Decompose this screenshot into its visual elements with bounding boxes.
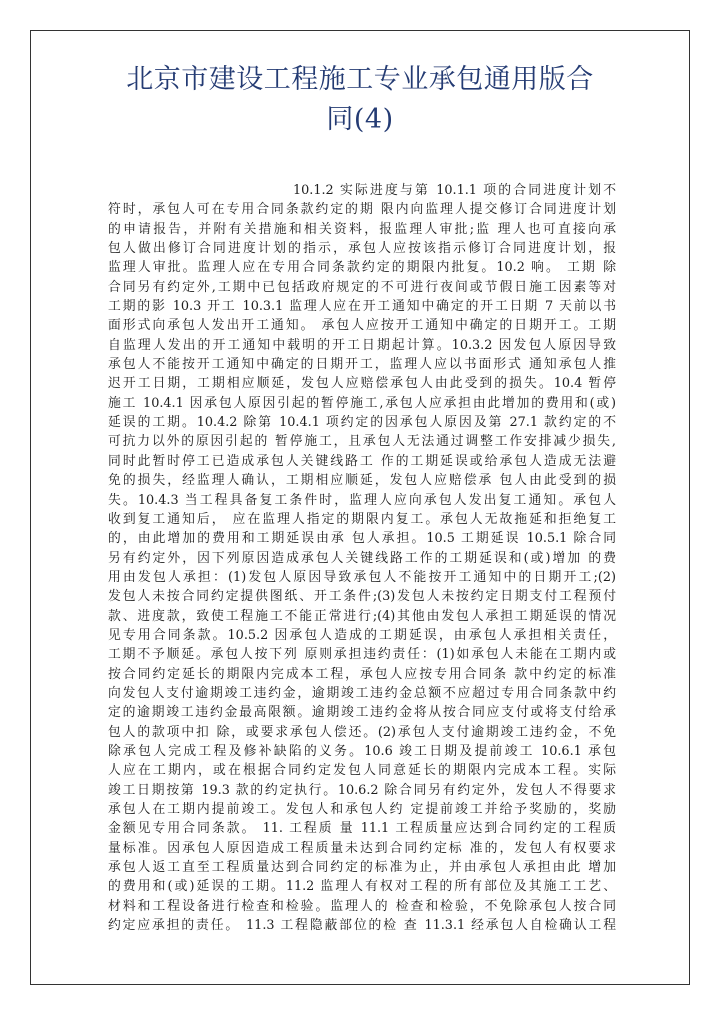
body-line: 材料和工程设备进行检查和检验。监理人的 检查和检验，不免除承包人按合同: [108, 898, 616, 914]
body-line: 发包人未按合同约定提供图纸、开工条件;(3)发包人未按约定日期支付工程预付: [108, 589, 616, 605]
body-line: 迟开工日期，工期相应顺延，发包人应赔偿承包人由此受到的损失。10.4 暂停: [108, 376, 616, 392]
document-title: [100, 60, 620, 140]
body-line: 收到复工通知后， 应在监理人指定的期限内复工。承包人无故拖延和拒绝复工: [108, 511, 616, 527]
body-line: 的费用和(或)延误的工期。11.2 监理人有权对工程的所有部位及其施工工艺、: [108, 879, 616, 895]
document-body: [108, 181, 616, 935]
body-line: 施工 10.4.1 因承包人原因引起的暂停施工,承包人应承担由此增加的费用和(或): [108, 395, 616, 411]
body-line: 工期不予顺延。承包人按下列 原则承担违约责任：(1)如承包人未能在工期内或: [108, 647, 616, 663]
body-line: 10.1.2 实际进度与第 10.1.1 项的合同进度计划不: [293, 183, 616, 198]
body-line: 定的逾期竣工违约金最高限额。逾期竣工违约金将从按合同应支付或将支付给承: [108, 705, 616, 721]
body-line: 自监理人发出的开工通知中载明的开工日期起计算。10.3.2 因发包人原因导致: [108, 337, 616, 353]
body-line: 按合同约定延长的期限内完成本工程，承包人应按专用合同条 款中约定的标准: [108, 666, 616, 682]
body-line: 符时，承包人可在专用合同条款约定的期 限内向监理人提交修订合同进度计划: [108, 202, 616, 218]
body-line: 用由发包人承担：(1)发包人原因导致承包人不能按开工通知中的日期开工;(2): [108, 569, 616, 585]
body-line: 包人做出修订合同进度计划的指示，承包人应按该指示修订合同进度计划，报: [108, 241, 616, 257]
body-line: 的，由此增加的费用和工期延误由承 包人承担。10.5 工期延误 10.5.1 除合同: [108, 531, 616, 547]
body-line: 同时此暂时停工已造成承包人关键线路工 作的工期延误或给承包人造成无法避: [108, 453, 616, 469]
body-line: 包人的款项中扣 除，或要求承包人偿还。(2)承包人支付逾期竣工违约金，不免: [108, 724, 616, 740]
body-line: 量标准。因承包人原因造成工程质量未达到合同约定标 准的，发包人有权要求: [108, 840, 616, 856]
title-line: 同(4): [326, 104, 394, 135]
body-line: 监理人审批。监理人应在专用合同条款约定的期限内批复。10.2 响。 工期 除: [108, 260, 616, 276]
body-line: 承包人在工期内提前竣工。发包人和承包人约 定提前竣工并给予奖励的，奖励: [108, 802, 616, 817]
title-line: 北京市建设工程施工专业承包通用版合: [126, 64, 594, 95]
body-line: 承包人返工直至工程质量达到合同约定的标准为止，并由承包人承担由此 增加: [108, 860, 616, 876]
body-line: 可抗力以外的原因引起的 暂停施工，且承包人无法通过调整工作安排减少损失,: [108, 434, 616, 450]
body-line: 工期的影 10.3 开工 10.3.1 监理人应在开工通知中确定的开工日期 7 天前以书: [108, 299, 616, 315]
body-line: 面形式向承包人发出开工通知。 承包人应按开工通知中确定的日期开工。工期: [108, 318, 616, 334]
body-line: 延误的工期。10.4.2 除第 10.4.1 项约定的因承包人原因及第 27.1 款约定的不: [108, 415, 616, 431]
body-line: 免的损失，经监理人确认，工期相应顺延，发包人应赔偿承 包人由此受到的损: [108, 473, 616, 489]
body-line: 另有约定外，因下列原因造成承包人关键线路工作的工期延误和(或)增加 的费: [108, 550, 616, 566]
body-line: 的申请报告，并附有关措施和相关资料，报监理人审批;监 理人也可直接向承: [108, 221, 616, 237]
body-line: 约定应承担的责任。 11.3 工程隐蔽部位的检 查 11.3.1 经承包人自检确认工程: [108, 918, 616, 934]
body-line: 款、进度款，致使工程施工不能正常进行;(4)其他由发包人承担工期延误的情况: [108, 608, 616, 624]
body-line: 失。10.4.3 当工程具备复工条件时，监理人应向承包人发出复工通知。承包人: [108, 492, 616, 508]
body-line: 竣工日期按第 19.3 款的约定执行。10.6.2 除合同另有约定外，发包人不得要求: [108, 782, 616, 798]
body-line: 合同另有约定外,工期中已包括政府规定的不可进行夜间或节假日施工因素等对: [108, 279, 616, 295]
body-line: 人应在工期内，或在根据合同约定发包人同意延长的期限内完成本工程。实际: [108, 763, 616, 779]
body-line: 金额见专用合同条款。 11. 工程质 量 11.1 工程质量应达到合同约定的工程质: [108, 821, 616, 837]
body-line: 见专用合同条款。10.5.2 因承包人造成的工期延误，由承包人承担相关责任，: [108, 627, 616, 643]
body-line: 承包人不能按开工通知中确定的日期开工，监理人应以书面形式 通知承包人推: [108, 357, 616, 373]
body-line: 向发包人支付逾期竣工违约金，逾期竣工违约金总额不应超过专用合同条款中约: [108, 685, 616, 701]
body-line: 除承包人完成工程及修补缺陷的义务。10.6 竣工日期及提前竣工 10.6.1 承包: [108, 743, 616, 759]
